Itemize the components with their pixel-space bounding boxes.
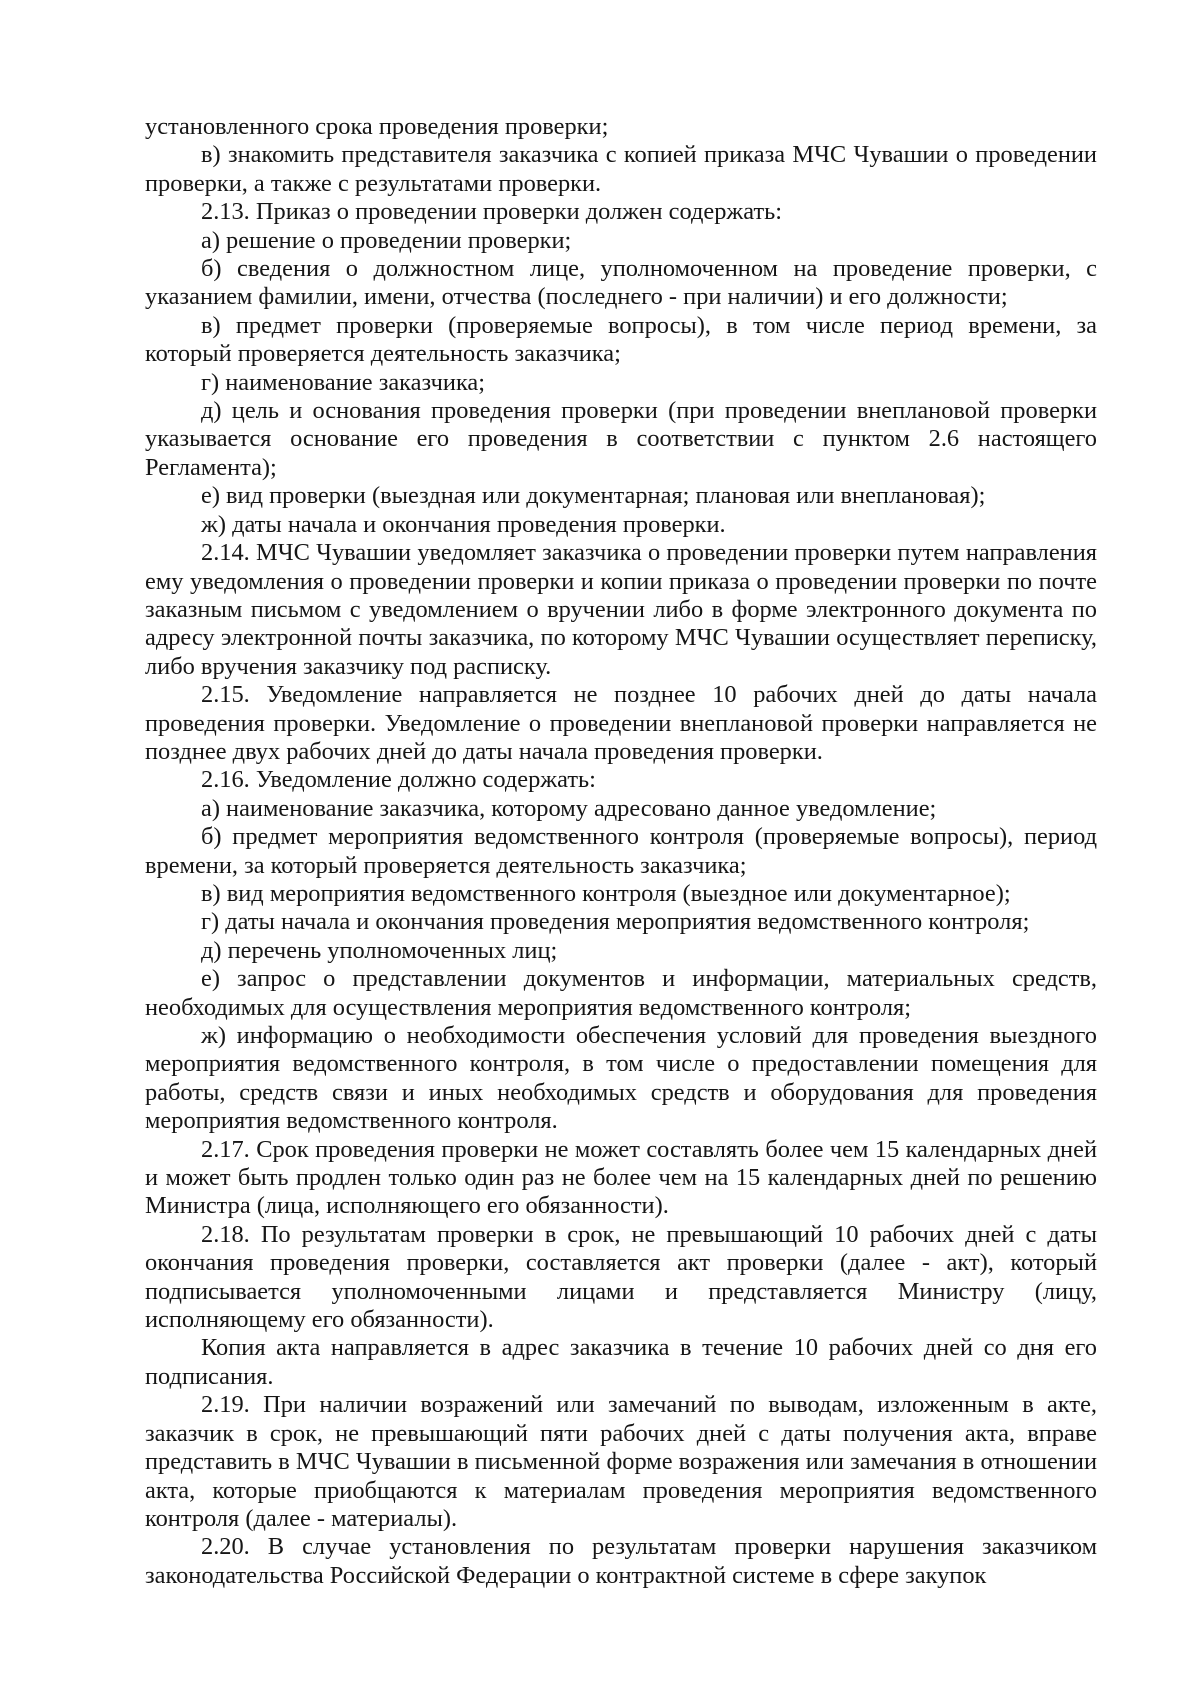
list-item: а) наименование заказчика, которому адресовано данное уведомление; (201, 794, 937, 822)
section-2-19: 2.19. При наличии возражений или замечаний по выводам, изложенным в акте, заказчик в срок, не превышающий пяти рабочих дней с даты получения акта, вправе представить в МЧС Чувашии в письменной форме возражения или замечания в отношении акта, которые приобщаются к материалам проведения мероприятия ведомственного контроля (далее - материалы). (145, 1391, 1097, 1532)
section-2-20: 2.20. В случае установления по результатам проверки нарушения заказчиком законодательства Российской Федерации о контрактной системе в сфере закупок (145, 1533, 1097, 1589)
section-2-15: 2.15. Уведомление направляется не позднее 10 рабочих дней до даты начала проведения проверки. Уведомление о проведении внеплановой проверки направляется не позднее двух рабочих дней до даты начала проведения проверки. (145, 681, 1097, 765)
list-item: е) вид проверки (выездная или документарная; плановая или внеплановая); (201, 482, 986, 510)
list-item: д) цель и основания проведения проверки (при проведении внеплановой проверки указывается основание его проведения в соответствии с пунктом 2.6 настоящего Регламента); (145, 397, 1097, 481)
document-body (145, 113, 1097, 1590)
list-item: б) предмет мероприятия ведомственного контроля (проверяемые вопросы), период времени, за который проверяется деятельность заказчика; (145, 823, 1097, 879)
section-2-17: 2.17. Срок проведения проверки не может составлять более чем 15 календарных дней и может быть продлен только один раз не более чем на 15 календарных дней по решению Министра (лица, исполняющего его обязанности). (145, 1135, 1097, 1220)
list-item: е) запрос о представлении документов и информации, материальных средств, необходимых для осуществления мероприятия ведомственного контроля; (145, 965, 1097, 1021)
list-item: а) решение о проведении проверки; (201, 226, 572, 254)
list-item: г) даты начала и окончания проведения мероприятия ведомственного контроля; (201, 908, 1030, 936)
list-item: б) сведения о должностном лице, уполномоченном на проведение проверки, с указанием фамилии, имени, отчества (последнего - при наличии) и его должности; (145, 255, 1097, 311)
list-item: ж) информацию о необходимости обеспечения условий для проведения выездного мероприятия ведомственного контроля, в том числе о предоставлении помещения для работы, средств связи и иных необходимых средств и оборудования для проведения мероприятия ведомственного контроля. (145, 1022, 1097, 1135)
section-2-18: 2.18. По результатам проверки в срок, не превышающий 10 рабочих дней с даты окончания проведения проверки, составляется акт проверки (далее - акт), который подписывается уполномоченными лицами и представляется Министру (лицу, исполняющему его обязанности). (145, 1220, 1097, 1334)
section-heading-2-16: 2.16. Уведомление должно содержать: (201, 766, 596, 794)
paragraph: установленного срока проведения проверки; (145, 113, 609, 140)
section-heading-2-13: 2.13. Приказ о проведении проверки должен содержать: (201, 198, 783, 226)
list-item: в) предмет проверки (проверяемые вопросы), в том числе период времени, за который проверяется деятельность заказчика; (145, 311, 1097, 368)
paragraph: Копия акта направляется в адрес заказчика в течение 10 рабочих дней со дня его подписания. (145, 1334, 1097, 1390)
section-2-14: 2.14. МЧС Чувашии уведомляет заказчика о проведении проверки путем направления ему уведомления о проведении проверки и копии приказа о проведении проверки по почте заказным письмом с уведомлением о вручении либо в форме электронного документа по адресу электронной почты заказчика, по которому МЧС Чувашии осуществляет переписку, либо вручения заказчику под расписку. (145, 539, 1097, 680)
list-item: в) вид мероприятия ведомственного контроля (выездное или документарное); (201, 879, 1011, 907)
paragraph: в) знакомить представителя заказчика с копией приказа МЧС Чувашии о проведении проверки, а также с результатами проверки. (145, 141, 1097, 197)
list-item: ж) даты начала и окончания проведения проверки. (201, 510, 726, 538)
list-item: г) наименование заказчика; (201, 368, 486, 396)
list-item: д) перечень уполномоченных лиц; (201, 936, 558, 964)
